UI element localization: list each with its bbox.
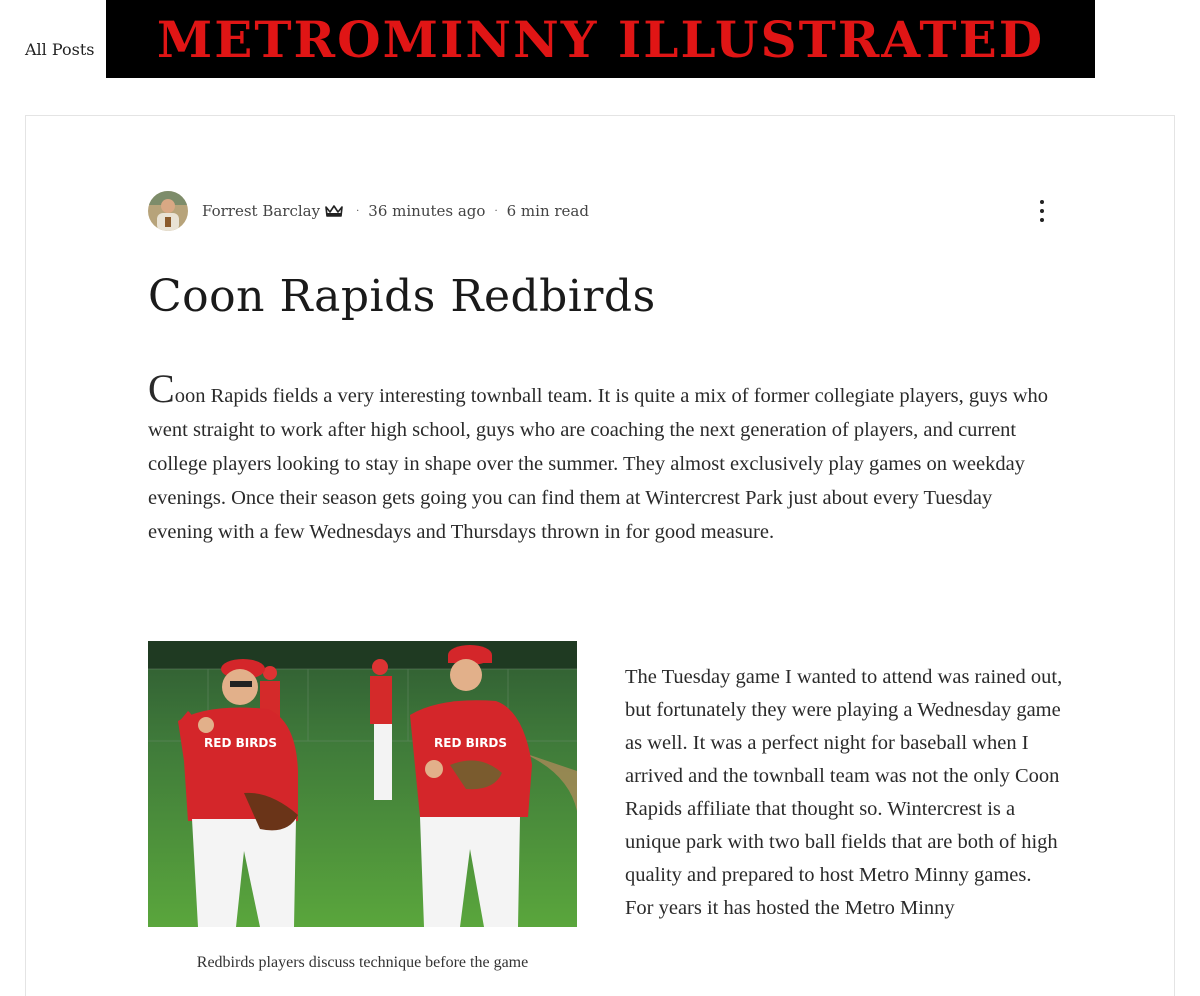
baseball-photo [148,641,577,927]
post-meta [148,190,589,232]
site-banner[interactable] [106,0,1095,78]
post-image[interactable] [148,641,577,927]
crown-icon [325,205,343,217]
meta-separator: · [494,205,498,217]
svg-text:RED BIRDS: RED BIRDS [204,736,278,750]
author-avatar[interactable] [148,191,188,231]
more-actions-icon[interactable] [1032,198,1052,224]
post-title: Coon Rapids Redbirds [148,271,656,322]
svg-text:RED BIRDS: RED BIRDS [434,736,508,750]
read-time: 6 min read [506,202,589,220]
site-header [0,0,1200,100]
author-name[interactable]: Forrest Barclay [202,202,321,220]
image-caption: Redbirds players discuss technique before the game [196,954,529,971]
intro-paragraph [148,366,1053,549]
drop-cap: C [148,366,175,411]
meta-separator: · [356,205,360,217]
intro-text: oon Rapids fields a very interesting townball team. It is quite a mix of former collegiate players, guys who went straight to work after high school, guys who are coaching the next generation of players, and current college players looking to stay in shape over the summer. They almost exclusively play games on weekday evenings. Once their season gets going you can find them at Wintercrest Park just about every Tuesday evening with a few Wednesdays and Thursdays thrown in for good measure. [148,385,1048,543]
site-banner-title: METROMINNY ILLUSTRATED [156,9,1045,69]
nav-all-posts-link[interactable]: All Posts [25,40,95,59]
post-time: 36 minutes ago [368,202,486,220]
post-card [25,115,1175,996]
avatar-image [148,191,188,231]
body-paragraph: The Tuesday game I wanted to attend was rained out, but fortunately they were playing a Wednesday game as well. It was a perfect night for baseball when I arrived and the townball team was not the only Coon Rapids affiliate that thought so. Wintercrest is a unique park with two ball fields that are both of high quality and prepared to host Metro Minny games. For years it has hosted the Metro Minny [625,666,1063,919]
